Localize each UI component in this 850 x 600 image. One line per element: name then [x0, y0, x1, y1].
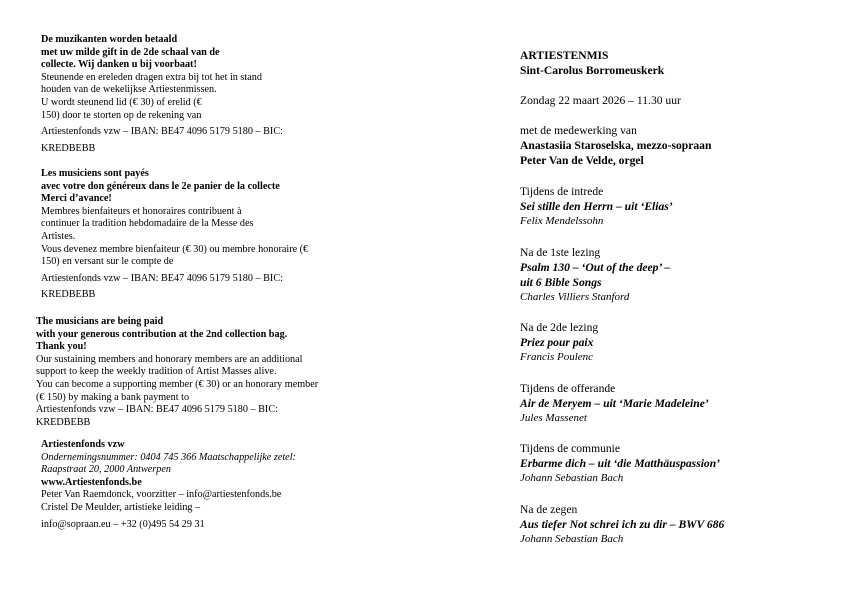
fr-body-line: continuer la tradition hebdomadaire de la Messe des — [41, 218, 254, 230]
nl-body-line: U wordt steunend lid (€ 30) of erelid (€ — [41, 96, 202, 108]
mass-header — [520, 48, 820, 168]
program-item — [520, 184, 673, 229]
program-composer: Johann Sebastian Bach — [520, 472, 624, 484]
nl-body-line: 150) door te storten op de rekening van — [41, 109, 202, 121]
program-item — [520, 320, 598, 365]
fr-body-line: 150) en versant sur le compte de — [41, 256, 174, 268]
program-title: Psalm 130 – ‘Out of the deep’ – — [520, 261, 671, 274]
mass-title: ARTIESTENMIS — [520, 49, 609, 62]
fr-body-line: Membres bienfaiteurs et honoraires contribuent à — [41, 205, 242, 217]
fr-body-line: KREDBEBB — [41, 289, 96, 301]
contact-line: info@sopraan.eu – +32 (0)495 54 29 31 — [41, 518, 205, 530]
fr-body-line: Artiestenfonds vzw – IBAN: BE47 4096 5179 5180 – BIC: — [41, 272, 283, 284]
en-body-line: KREDBEBB — [36, 416, 91, 428]
program-moment: Tijdens de intrede — [520, 185, 604, 198]
program-composer: Johann Sebastian Bach — [520, 533, 624, 545]
fr-bold-line: Les musiciens sont payés — [41, 168, 149, 179]
program-title: Erbarme dich – uit ‘die Matthäuspassion’ — [520, 457, 721, 470]
en-section — [36, 316, 356, 429]
registration-line: Raapstraat 20, 2000 Antwerpen — [41, 464, 171, 476]
program-title: Air de Meryem – uit ‘Marie Madeleine’ — [520, 397, 709, 410]
nl-section — [41, 34, 361, 155]
en-body-line: (€ 150) by making a bank payment to — [36, 391, 190, 403]
program-title: Aus tiefer Not schrei ich zu dir – BWV 686 — [520, 518, 725, 531]
program-composer: Francis Poulenc — [520, 351, 594, 363]
fr-body-line: Artistes. — [41, 230, 76, 242]
nl-bold-line: collecte. Wij danken u bij voorbaat! — [41, 59, 197, 71]
program-item — [520, 381, 709, 426]
nl-body-line: KREDBEBB — [41, 142, 96, 154]
program-composer: Jules Massenet — [520, 412, 587, 424]
org-footer — [41, 439, 361, 531]
nl-body-line: Artiestenfonds vzw – IBAN: BE47 4096 5179 5180 – BIC: — [41, 126, 283, 138]
nl-bold-line: met uw milde gift in de 2de schaal van de — [41, 46, 220, 58]
program-title: Sei stille den Herrn – uit ‘Elias’ — [520, 200, 673, 213]
nl-bold-line: De muzikanten worden betaald — [41, 34, 178, 45]
program-moment: Na de zegen — [520, 503, 578, 516]
performer: Peter Van de Velde, orgel — [520, 154, 644, 167]
en-body-line: Artiestenfonds vzw – IBAN: BE47 4096 5179 5180 – BIC: — [36, 404, 278, 416]
program-item — [520, 502, 724, 547]
program-title: uit 6 Bible Songs — [520, 276, 602, 289]
en-body-line: You can become a supporting member (€ 30) or an honorary member — [36, 378, 319, 390]
nl-body-line: Steunende en ereleden dragen extra bij tot het in stand — [41, 71, 262, 83]
en-body-line: Our sustaining members and honorary members are an additional — [36, 353, 303, 365]
fr-bold-line: Merci d’avance! — [41, 193, 112, 205]
fr-body-line: Vous devenez membre bienfaiteur (€ 30) ou membre honoraire (€ — [41, 243, 309, 255]
program-title: Priez pour paix — [520, 336, 594, 349]
program-moment: Na de 2de lezing — [520, 321, 599, 334]
nl-body-line: houden van de wekelijkse Artiestenmissen. — [41, 84, 217, 96]
contact-line: Cristel De Meulder, artistieke leiding – — [41, 501, 201, 513]
program-moment: Tijdens de communie — [520, 442, 621, 455]
en-bold-line: with your generous contribution at the 2nd collection bag. — [36, 328, 288, 340]
church-name: Sint-Carolus Borromeuskerk — [520, 64, 665, 77]
contact-line: Peter Van Raemdonck, voorzitter – info@artiestenfonds.be — [41, 489, 282, 501]
registration-line: Ondernemingsnummer: 0404 745 366 Maatschappelijke zetel: — [41, 451, 296, 463]
program-composer: Charles Villiers Stanford — [520, 291, 630, 303]
website-link[interactable]: www.Artiestenfonds.be — [41, 476, 142, 488]
en-bold-line: The musicians are being paid — [36, 316, 164, 327]
en-bold-line: Thank you! — [36, 341, 87, 353]
program-item — [520, 441, 720, 486]
en-body-line: support to keep the weekly tradition of Artist Masses alive. — [36, 366, 277, 378]
org-name: Artiestenfonds vzw — [41, 439, 125, 450]
fr-section — [41, 168, 361, 302]
program-moment: Tijdens de offerande — [520, 382, 616, 395]
performer: Anastasiia Staroselska, mezzo-sopraan — [520, 139, 712, 152]
cooperation-label: met de medewerking van — [520, 124, 637, 137]
program-composer: Felix Mendelssohn — [520, 215, 604, 227]
mass-date: Zondag 22 maart 2026 – 11.30 uur — [520, 94, 681, 107]
program-item — [520, 245, 670, 305]
fr-bold-line: avec votre don généreux dans le 2e panier de la collecte — [41, 180, 280, 192]
program-moment: Na de 1ste lezing — [520, 246, 601, 259]
